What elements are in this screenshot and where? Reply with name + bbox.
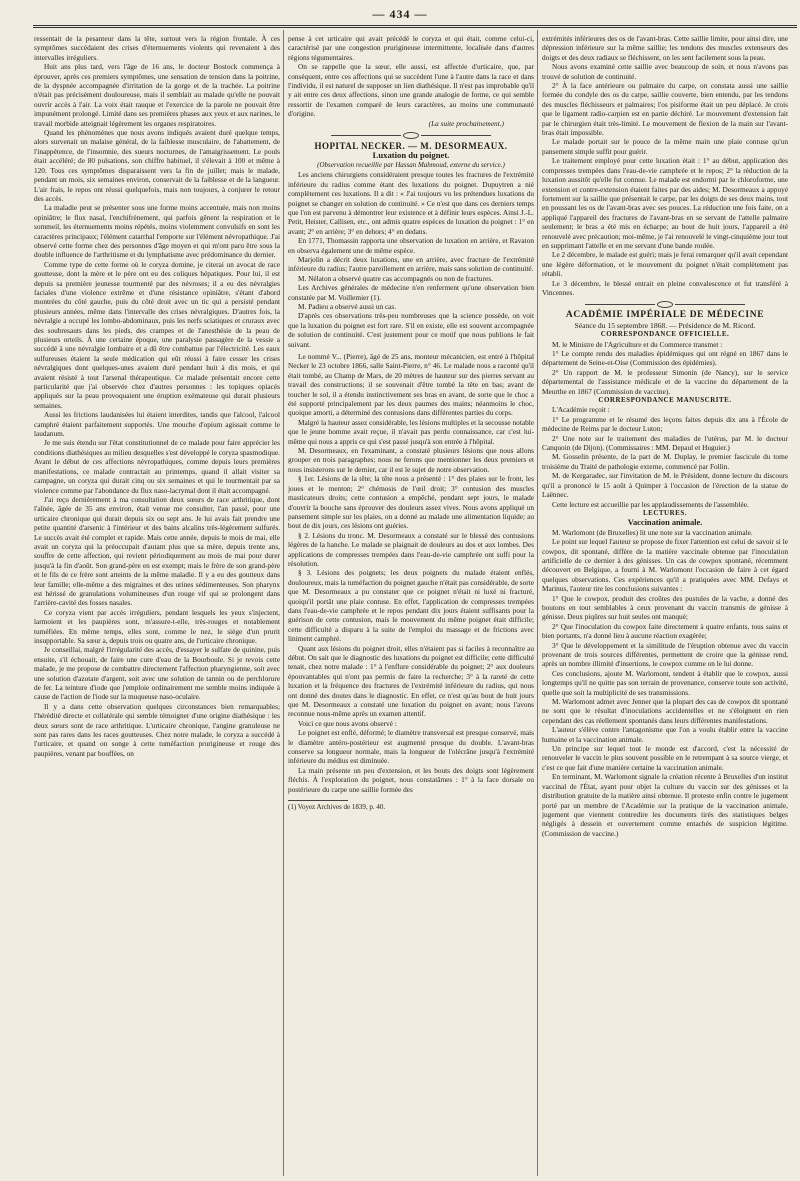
paragraph: Le point sur lequel l'auteur se propose de fixer l'attention est celui de savoir si le cowpox, dit spontané, diffère de la matière vaccinale obtenue par l'inoculation artificielle de ce dernier à des génisses. Un cas de cowpox spontané, récemment découvert en Belgique, a fourni à M. Warlomont l'occasion de faire à cet égard quelques observations. Ces expériences qu'il a pratiquées avec MM. Defays et Marinus, l'auteur tire les conclusions suivantes : (542, 537, 788, 594)
footnote-rule (288, 800, 348, 801)
subheading-manuscript-correspondence: CORRESPONDANCE MANUSCRITE. (598, 396, 732, 405)
paragraph: Marjolin a décrit deux luxations, une en arrière, avec fracture de l'extrémité inférieure du radius; l'autre pareillement en arrière, mais sans solution de continuité. (288, 254, 534, 274)
column-rule-1 (283, 30, 284, 1176)
observation-note: (Observation recueillie par Hassan Mahmoud, externe du service.) (317, 160, 505, 169)
paragraph: M. Desormeaux, en l'examinant, a constaté plusieurs lésions que nous allons grouper en trois paragraphes; nous ne ferons que mentionner les deux premiers et nous insisterons sur le dernier, car il est le sujet de notre observation. (288, 446, 534, 474)
subheading-lectures: LECTURES. (643, 508, 687, 517)
paragraph: 1° Le compte rendu des maladies épidémiques qui ont régné en 1867 dans le département de Seine-et-Oise (Commission des épidémies). (542, 349, 788, 368)
paragraph: M. de Kergaradec, sur l'invitation de M. le Président, donne lecture du discours qu'il a prononcé le 15 août à Quimper à l'occasion de l'érection de la statue de Laënnec. (542, 471, 788, 500)
paragraph: 1° Que le cowpox, produit des croûtes des pustules de la vache, a donné des boutons en tout semblables à ceux provenant du vaccin transmis de génisse à génisse. Deux piqûres sur huit seules ont manqué; (542, 593, 788, 622)
paragraph: Aussi les frictions laudanisées lui étaient interdites, tandis que l'alcool, l'alcool camphré étaient parfaitement supportés. Une mouche d'opium agissait comme le laudanum. (34, 410, 280, 439)
paragraph: Ce coryza vient par accès irréguliers, pendant lesquels les yeux s'injectent, larmoient et les paupières sont, m'assure-t-elle, très-rouges et notablement tuméfiées. En même temps, elles sont, comme le nez, le siège d'un prurit insupportable. Sa sœur a, depuis trois ou quatre ans, de l'urticaire chronique. (34, 607, 280, 645)
paragraph: La maladie peut se présenter sous une forme moins accentuée, mais non moins opiniâtre; le flux nasal, l'enchifrènement, qui parfois gênent la respiration et le sommeil, les éternuements moins répétés, moins violemment convulsifs en sont les caractères principaux; l'élément catarrhal l'emporte sur l'élément névropathique. J'ai observé cette forme chez des personnes d'âge moyen et qui m'ont paru être sous la double influence de l'arthritisme et du lymphatisme avec prédominance du dernier. (34, 203, 280, 260)
article-title: Vaccination animale. (627, 518, 703, 528)
paragraph: M. Nélaton a observé quatre cas accompagnés ou non de fractures. (298, 273, 493, 283)
column-rule-2 (537, 30, 538, 1176)
paragraph: Le 3 décembre, le blessé entrait en pleine convalescence et fut transféré à Vincennes. (542, 278, 788, 297)
paragraph: Quant aux lésions du poignet droit, elles n'étaient pas si faciles à reconnaître au début. On sait que le diagnostic des luxations du poignet est difficile; cette difficulté tenait, chez notre malade : 1° à l'enflure considérable du poignet; 2° aux douleurs épouvantables qui n'ont pas permis de faire la recherche; 3° à la rareté de cette luxation et la fréquence des fractures de l'extrémité inférieure du radius, qui nous ont donné des doutes dans le diagnostic. En effet, ce n'est qu'au bout de huit jours que M. Desormeaux a constaté une luxation du poignet en avant; nous l'avons reconnue nous-même après un examen attentif. (288, 643, 534, 719)
column-1 (34, 34, 280, 1174)
paragraph: L'auteur s'élève contre l'antagonisme que l'on a voulu établir entre la vaccine humaine et la vaccination animale. (542, 725, 788, 744)
paragraph: M. Warlomont (de Bruxelles) lit une note sur la vaccination animale. (552, 527, 753, 537)
paragraph: Un principe sur lequel tout le monde est d'accord, c'est la nécessité de renouveler le vaccin le plus souvent possible en le retrempant à sa source vierge, et c'est ce que fait d'une manière certaine la vaccination animale. (542, 744, 788, 772)
paragraph: 2° À la face antérieure ou palmaire du carpe, on constata aussi une saillie formée du condyle des os du carpe, saillie couverte, bien entendu, par les tendons des muscles fléchisseurs et palmaires; l'os pisiforme était un peu déplacé. Je crois que le ligament radio-carpien est en partie déchiré. Le mouvement d'extension fait par le chirurgien était très-limité. Le mouvement de flexion de la main sur l'avant-bras était impossible. (542, 81, 788, 138)
paragraph: Ces conclusions, ajoute M. Warlomont, tendent à établir que le cowpox, aussi longtemps qu'il ne quitte pas son terrain de provenance, conserve toute son activité, quelle que soit la multiplicité de ses transmissions. (542, 668, 788, 697)
paragraph: On se rappelle que la sœur, elle aussi, est affectée d'urticaire, que, par conséquent, entre ces affections qui se succèdent l'une à l'autre dans la race et dans l'individu, il est naturel de supposer un lien diathésique. Il n'est pas improbable qu'il y ait entre ces deux affections, sinon une grande analogie de forme, ce qui semble ressortir de l'examen comparé de leurs caractères, au moins une communauté d'origine. (288, 62, 534, 119)
paragraph: La main présente un peu d'extension, et les bouts des doigts sont légèrement fléchis. À l'exploration du poignet, nous constatâmes : 1° à la face dorsale ou postérieure du carpe une saillie formée des (288, 765, 534, 794)
paragraph: Les anciens chirurgiens considéraient presque toutes les fractures de l'extrémité inférieure du radius comme étant des luxations du poignet. Dupuytren a nié complètement ces luxations. Il a dit : « J'ai toujours vu les prétendues luxations du poignet se changer en solution de continuité. » Ce n'est que dans ces derniers temps que l'on est parvenu à démontrer leur existence et à définir leurs espèces. Ainsi J.-L. Petit, Heister, Callisen, etc., ont admis quatre espèces de luxation du poignet : 1° en avant; 2° en arrière; 3° en dehors; 4° en dedans. (288, 170, 534, 236)
paragraph: pense à cet urticaire qui avait précédé le coryza et qui était, comme celui-ci, caractérisé par une congestion prurigineuse intermittente, localisée dans d'autres régions tégumentaires. (288, 34, 534, 62)
top-rule (33, 25, 797, 28)
paragraph: D'après ces observations très-peu nombreuses que la science possède, on voit que la luxation du poignet est fort rare. S'il en existe, elle est souvent accompagnée de solution de continuité. C'est justement pour ce motif que nous publions le fait suivant. (288, 311, 534, 349)
session-date: Séance du 15 septembre 1868. — Présidence de M. Ricord. (574, 320, 756, 330)
paragraph: 3° Que le développement et la similitude de l'éruption obtenue avec du vaccin provenant de trois sources différentes, permettent de croire que la génisse rend, après un nombre illimité d'insertions, le cowpox comme on le lui donne. (542, 640, 788, 669)
paragraph: Cette lecture est accueillie par les applaudissements de l'assemblée. (552, 499, 749, 509)
paragraph: Il y a dans cette observation quelques circonstances bien remarquables; l'hérédité directe et collatérale qui semble témoigner d'une origine diathésique : les deux sœurs sont de race arthritique. L'urticaire chronique, l'angine granuleuse ne sont pas rares dans les races goutteuses. Chez notre malade, le coryza a succédé à l'urticaire, et quand on songe à cette tuméfaction prurigineuse et rouge des paupières, venant par bouffées, on (34, 701, 280, 758)
paragraph: Malgré la hauteur assez considérable, les lésions multiples et la secousse notable que le jeune homme avait reçue, il n'avait pas perdu connaissance, car c'est lui-même qui nous a appris ce qui s'est passé jusqu'à son entrée à l'hôpital. (288, 417, 534, 446)
paragraph: M. Gosselin présente, de la part de M. Duplay, le premier fascicule du tome troisième du Traité de pathologie externe, commencé par Follin. (542, 452, 788, 471)
paragraph: Voici ce que nous avons observé : (298, 718, 397, 728)
paragraph: M. le Ministre de l'Agriculture et du Commerce transmet : (552, 339, 723, 349)
page-number: — 434 — (372, 7, 428, 21)
paragraph: M. Padieu a observé aussi un cas. (298, 301, 397, 311)
paragraph: § 2. Lésions du tronc. M. Desormeaux a constaté sur le blessé des contusions légères de la hanche. Le malade se plaignait de douleurs au dos et aux lombes. Des applications de compresses trempées dans l'eau-de-vie camphrée ont suffi pour la résolution. (288, 530, 534, 568)
paragraph: ressentait de la pesanteur dans la tête, surtout vers la région frontale. À ces symptômes succédaient des crises d'éternuements violents qui revenaient à des intervalles irréguliers. (34, 34, 280, 62)
paragraph: Je me suis étendu sur l'état constitutionnel de ce malade pour faire apprécier les conditions diathésiques au milieu desquelles s'est développé le coryza spasmodique. Avant le début de ces affections névropathiques, comme depuis leurs premières manifestations, ce malade contractait au printemps, quand il allait visiter sa campagne, un coryza qui durait cinq ou six semaines et qui le tourmentait par sa violence comme par l'abondance du flux naso-lacrymal dont il était accompagné. (34, 438, 280, 495)
paragraph: § 1er. Lésions de la tête; la tête nous a présenté : 1° des plaies sur le front, les joues et le menton; 2° chémosis de l'œil droit; 3° contusion des muscles masticateurs droits; cette contusion a empêché, pendant sept jours, le malade d'ouvrir la bouche sans éprouver des douleurs assez vives. Nous avons appliqué un pansement simple sur les plaies, on a donné au malade une alimentation liquide; au bout de dix jours, ces lésions ont guéries. (288, 474, 534, 531)
paragraph: 2° Que l'inoculation du cowpox faite directement à quatre enfants, tous sains et bien portants, n'a donné lieu à aucune réaction exagérée; (542, 621, 788, 641)
column-2 (288, 34, 534, 1174)
section-title-hopital: HOPITAL NECKER. — M. DESORMEAUX. (314, 141, 508, 152)
paragraph: Le nommé V... (Pierre), âgé de 25 ans, monteur mécanicien, est entré à l'hôpital Necker le 23 octobre 1866, salle Saint-Pierre, n° 46. Le malade nous a raconté qu'il était tombé, au Champ de Mars, de 20 mètres de hauteur sur des pierres servant au travail des constructions; il se souvenait d'être tombé la tête en bas; avant de toucher le sol, il a étendu instinctivement ses bras en avant, de sorte que le choc a été supporté principalement par les deux paumes des mains; néanmoins le choc, quoique amorti, a déterminé des contusions dans différentes parties du corps. (288, 352, 534, 418)
paragraph: L'Académie reçoit : (552, 405, 610, 415)
to-be-continued: (La suite prochainement.) (428, 118, 504, 128)
paragraph: M. Warlomont admet avec Jenner que la plupart des cas de cowpox dit spontané ne sont que le résultat d'inoculations accidentelles et ne s'éloignent en rien cependant des cas réellement spontanés dans leurs différentes manifestations. (542, 697, 788, 725)
paragraph: Comme type de cette forme où le coryza domine, je citerai un avocat de race goutteuse, dont la mère et le père ont eu des coliques hépatiques. Pour lui, il est depuis sa première jeunesse tourmenté par des névroses; il a eu des névralgies faciales d'une violence extrême et d'une résistance opiniâtre, s'étant d'abord montrées du côté gauche, puis du côté droit avec un tic qui a persisté pendant plusieurs années, même dans l'intervalle des crises névralgiques. D'autres fois, la névralgie a occupé les lombo-abdominaux, puis les nerfs sciatiques et cruraux avec des soubresauts dans les pieds, des crampes et de l'anesthésie de la peau de plusieurs orteils. À une certaine époque, une paralysie passagère de la vessie a succédé à une névralgie lombaire et a dû être combattue par l'électricité. Les eaux sulfureuses étaient la seule médication qui eût réussi à faire cesser les crises névralgiques dont quelques-unes avaient duré pendant huit à dix mois, et qui avaient résisté à tout l'arsenal thérapeutique. Ce malade présentait encore cette particularité que j'ai observée chez d'autres personnes : les topiques opiacés appliqués sur la peau provoquaient une éruption exémateuse qui durait plusieurs semaines. (34, 259, 280, 410)
paragraph: 1° Le programme et le résumé des leçons faites depuis dix ans à l'École de médecine de Reims par le docteur Luton; (542, 414, 788, 434)
paragraph: 2° Une note sur le traitement des maladies de l'utérus, par M. le docteur Canquoin (de Dijon). (Commissaires : MM. Depaul et Huguier.) (542, 433, 788, 453)
paragraph: 2° Un rapport de M. le professeur Simonin (de Nancy), sur le service départemental de l'assistance médicale et de la vaccine du département de la Meurthe en 1867 (Commission de vaccine). (542, 367, 788, 396)
paragraph: Les Archives générales de médecine n'en renferment qu'une observation bien constatée par M. Voillemier (1). (288, 283, 534, 302)
paragraph: En 1771, Thomassin rapporta une observation de luxation en arrière, et Ravaton en observa également une de même espèce. (288, 236, 534, 255)
paragraph: Le poignet est enflé, déformé; le diamètre transversal est presque conservé, mais le diamètre antéro-postérieur est augmenté presque du double. L'avant-bras conserve sa longueur normale, mais la longueur de l'olécrâne jusqu'à l'extrémité inférieure du médius est diminuée. (288, 728, 534, 766)
section-divider-ornament (288, 128, 534, 142)
article-title: Luxation du poignet. (372, 150, 450, 161)
subheading-official-correspondence: CORRESPONDANCE OFFICIELLE. (600, 330, 730, 339)
footnote: (1) Voyez Archives de 1839, p. 40. (288, 803, 386, 812)
paragraph: § 3. Lésions des poignets; les deux poignets du malade étaient enflés, douloureux, mais la tuméfaction du poignet gauche n'était pas considérable, de sorte que M. Desormeaux a pu constater que ce poignet n'était ni luxé ni fracturé, quoiqu'il portât une plaie contuse. En effet, l'application de compresses trempées dans l'eau-de-vie camphrée et le repos pendant dix jours étaient suffisants pour la guérison de cette contusion, mais le mouvement du même poignet était difficile; cette difficulté a disparu à la suite de l'emploi du massage et de frictions avec liniment camphré. (288, 568, 534, 644)
paragraph: Huit ans plus tard, vers l'âge de 16 ans, le docteur Bostock commença à éprouver, après ces premiers symptômes, une sensation de tension dans la poitrine, de la dyspnée accompagnée d'irritation de la gorge et de la trachée. La poitrine n'était pas précisément douloureuse, mais il semblait au malade qu'elle ne pouvait ouvrir accès à l'air. La voix était rauque et l'exercice de la parole ne pouvait être impunément prolongé. Limité dans ses premières phases aux yeux et aux narines, le travail morbide atteignait légèrement les organes respiratoires. (34, 62, 280, 128)
paragraph: extrémités inférieures des os de l'avant-bras. Cette saillie limite, pour ainsi dire, une dépression inférieure sur la même saillie; les tendons des muscles extenseurs des doigts et des deux radiaux se fléchissent, on les sent facilement sous la peau. (542, 34, 788, 62)
paragraph: Le 2 décembre, le malade est guéri; mais je ferai remarquer qu'il avait cependant une légère déformation, et le mouvement du poignet n'était complètement pas rétabli. (542, 250, 788, 279)
paragraph: Je conseillai, malgré l'irrégularité des accès, d'essayer le sulfate de quinine, puis ensuite, s'il échouait, de faire une cure d'eau de la Bourboule. Si je revois cette malade, je me propose de combattre directement l'affection pharyngienne, soit avec une solution d'azotate d'argent, soit avec une solution de tannin ou de perchlorure de fer. La teinture d'iode que j'emploie ordinairement me semble moins indiquée à cause de l'action de l'iode sur la muqueuse naso-oculaire. (34, 645, 280, 702)
paragraph: Le traitement employé pour cette luxation était : 1° au début, application des compresses trempées dans l'eau-de-vie camphrée et le repos; 2° la réduction de la luxation aussitôt qu'elle fut connue. Le malade est endormi par le chloroforme, une extension et contre-extension étaient faites par des aides; M. Desormeaux a appuyé fortement sur la saillie que présentait le carpe, par les doigts de ses deux mains, tout en poussant les os de l'avant-bras avec ses pouces. La réduction une fois faite, on a appliqué l'appareil des fractures de l'avant-bras en se servant de l'attelle palmaire seulement; le bras a été mis en écharpe; au bout de huit jours, l'appareil a été renouvelé avec précaution; moi-même, je l'ai renouvelé le vingt-cinquième jour tout en supprimant l'attelle et en me servant d'une bande roulée. (542, 156, 788, 250)
paragraph: En terminant, M. Warlomont signale la création récente à Bruxelles d'un institut vaccinal de l'État, ayant pour objet la culture du vaccin sur des génisses et la distribution gratuite de la matière ainsi obtenue. Il proteste enfin contre le jugement porté par un membre de l'Académie sur la pratique de la vaccination animale, jugement que viennent contredire les documents tirés des statistiques belges négligés à dessein et ouvertement comme entachés de suspicion légitime. (Commission de vaccine.) (542, 772, 788, 838)
column-3 (542, 34, 788, 1174)
paragraph: Nous avons examiné cette saillie avec beaucoup de soin, et nous n'avons pas trouvé de solution de continuité. (542, 62, 788, 81)
paragraph: J'ai reçu dernièrement à ma consultation deux sœurs de race arthritique, dont l'aînée, âgée de 35 ans environ, était venue me consulter, l'an passé, pour une urticaire chronique qui durait depuis six ou sept ans. Je lui avais fait prendre une petite quantité d'arsenic à l'intérieur et des bains alcalins très-légèrement sulfurés. Le succès avait été complet et rapide. Mais cette année, depuis le mois de mai, elle avait un coryza qui la préoccupait d'autant plus que sa mère, depuis trente ans, souffre de cette affection, qui revient périodiquement au mois de mai pour durer jusqu'à la fin d'août. Son grand-père en est exempt; mais le frère de son grand-père et le fils de ce frère sont atteints de la même maladie. Il y a eu des goutteux dans leur famille; elle-même a des migraines et des urines sédimenteuses. Son pharynx est hérissé de granulations volumineuses d'un rouge vif qui se prolongent dans l'arrière-cavité des fosses nasales. (34, 494, 280, 608)
paragraph: Quand les phénomènes que nous avons indiqués avaient duré quelque temps, alors survenait un malaise général, de la faiblesse musculaire, de l'abattement, de l'inappétence, de l'insomnie, des sueurs nocturnes, de l'amaigrissement. Le pouls était accéléré; de 80 pulsations, son chiffre habituel, il s'élevait à 100 et même à 120. Tous ces symptômes disparaissent vers la fin de juillet; mais le malade, pendant un mois, six semaines environ, conservait de la faiblesse et de la langueur. L'air frais, le repos ont réussi quelquefois, mais non toujours, à conjurer le retour des accès. (34, 128, 280, 203)
section-title-academie: ACADÉMIE IMPÉRIALE DE MÉDECINE (565, 310, 765, 321)
paragraph: Le malade portait sur le pouce de la même main une plaie contuse qu'un pansement simple suffit pour guérir. (542, 137, 788, 156)
